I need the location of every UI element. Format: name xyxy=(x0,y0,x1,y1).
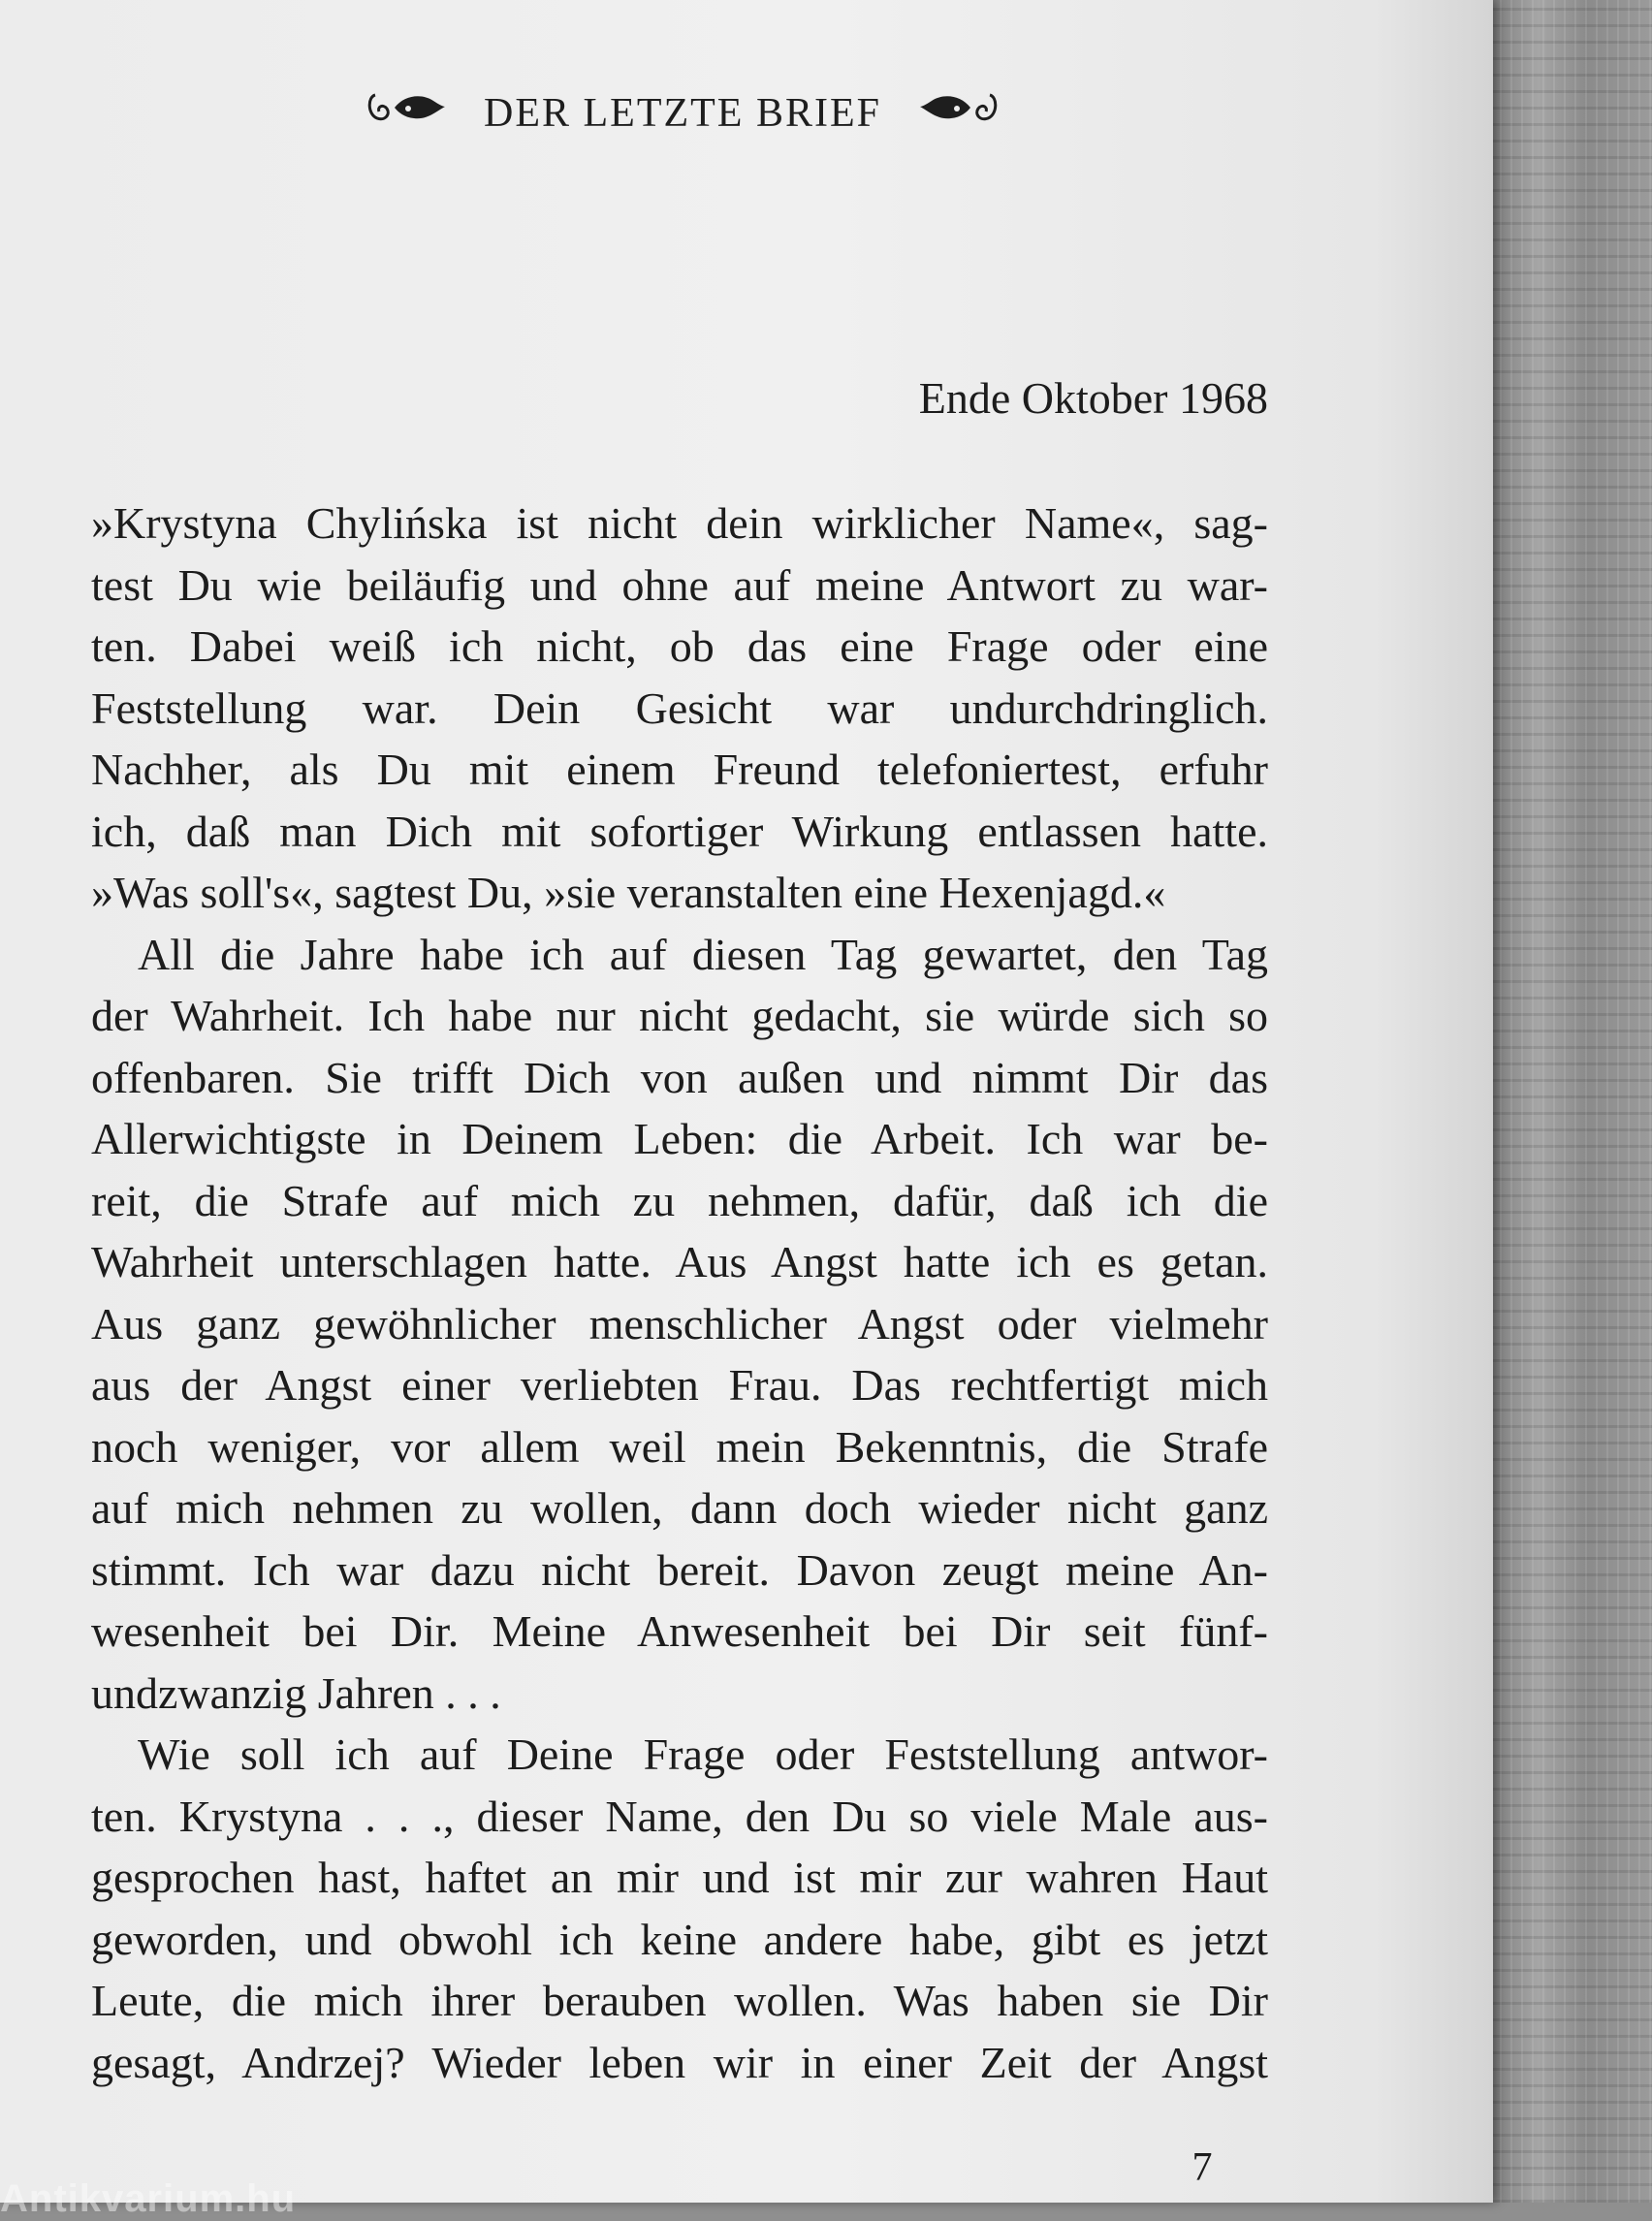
background-surface xyxy=(1489,0,1652,2203)
text-line: All die Jahre habe ich auf diesen Tag gewartet, den Tag xyxy=(138,929,1268,979)
watermark: Antikvarium.hu xyxy=(0,2177,297,2220)
text-line: »Krystyna Chylińska ist nicht dein wirklicher Name«, sag- xyxy=(91,498,1268,548)
text-line: der Wahrheit. Ich habe nur nicht gedacht, sie würde sich so xyxy=(91,991,1268,1040)
text-line: »Was soll's«, sagtest Du, »sie veranstalten eine Hexenjagd.« xyxy=(91,868,1166,917)
text-line: test Du wie beiläufig und ohne auf meine Antwort zu war- xyxy=(91,559,1268,610)
text-line: undzwanzig Jahren . . . xyxy=(91,1667,501,1718)
body-text xyxy=(91,492,1268,2093)
text-line: gesprochen hast, haftet an mir und ist mir zur wahren Haut xyxy=(91,1853,1268,1902)
text-line: noch weniger, vor allem weil mein Bekenntnis, die Strafe xyxy=(91,1421,1268,1472)
text-line: ten. Krystyna . . ., dieser Name, den Du so viele Male aus- xyxy=(91,1791,1268,1841)
text-line: geworden, und obwohl ich keine andere habe, gibt es jetzt xyxy=(91,1914,1268,1964)
text-line: aus der Angst einer verliebten Frau. Das rechtfertigt mich xyxy=(91,1360,1268,1410)
fleuron-left-icon xyxy=(365,85,447,141)
text-line: offenbaren. Sie trifft Dich von außen und nimmt Dir das xyxy=(91,1052,1268,1102)
page-number: 7 xyxy=(1191,2145,1213,2190)
text-line: Nachher, als Du mit einem Freund telefoniertest, erfuhr xyxy=(91,745,1268,794)
dateline: Ende Oktober 1968 xyxy=(918,373,1268,423)
running-head xyxy=(0,85,1365,141)
running-head-title: DER LETZTE BRIEF xyxy=(484,90,881,136)
text-line: Aus ganz gewöhnlicher menschlicher Angst oder vielmehr xyxy=(91,1298,1268,1348)
text-line: ten. Dabei weiß ich nicht, ob das eine Frage oder eine xyxy=(91,621,1268,671)
text-line: ich, daß man Dich mit sofortiger Wirkung entlassen hatte. xyxy=(91,806,1268,856)
text-line: Wie soll ich auf Deine Frage oder Feststellung antwor- xyxy=(138,1729,1268,1779)
text-line: Allerwichtigste in Deinem Leben: die Arbeit. Ich war be- xyxy=(91,1114,1268,1163)
text-line: auf mich nehmen zu wollen, dann doch wieder nicht ganz xyxy=(91,1483,1268,1533)
text-line: gesagt, Andrzej? Wieder leben wir in einer Zeit der Angst xyxy=(91,2037,1268,2087)
text-line: stimmt. Ich war dazu nicht bereit. Davon zeugt meine An- xyxy=(91,1544,1268,1595)
fleuron-right-icon xyxy=(918,85,1000,141)
text-line: Wahrheit unterschlagen hatte. Aus Angst hatte ich es getan. xyxy=(91,1237,1268,1286)
text-line: Leute, die mich ihrer berauben wollen. Was haben sie Dir xyxy=(91,1976,1268,2025)
text-line: wesenheit bei Dir. Meine Anwesenheit bei Dir seit fünf- xyxy=(91,1606,1268,1656)
text-line: Feststellung war. Dein Gesicht war undurchdringlich. xyxy=(91,682,1268,733)
text-line: reit, die Strafe auf mich zu nehmen, dafür, daß ich die xyxy=(91,1175,1268,1225)
